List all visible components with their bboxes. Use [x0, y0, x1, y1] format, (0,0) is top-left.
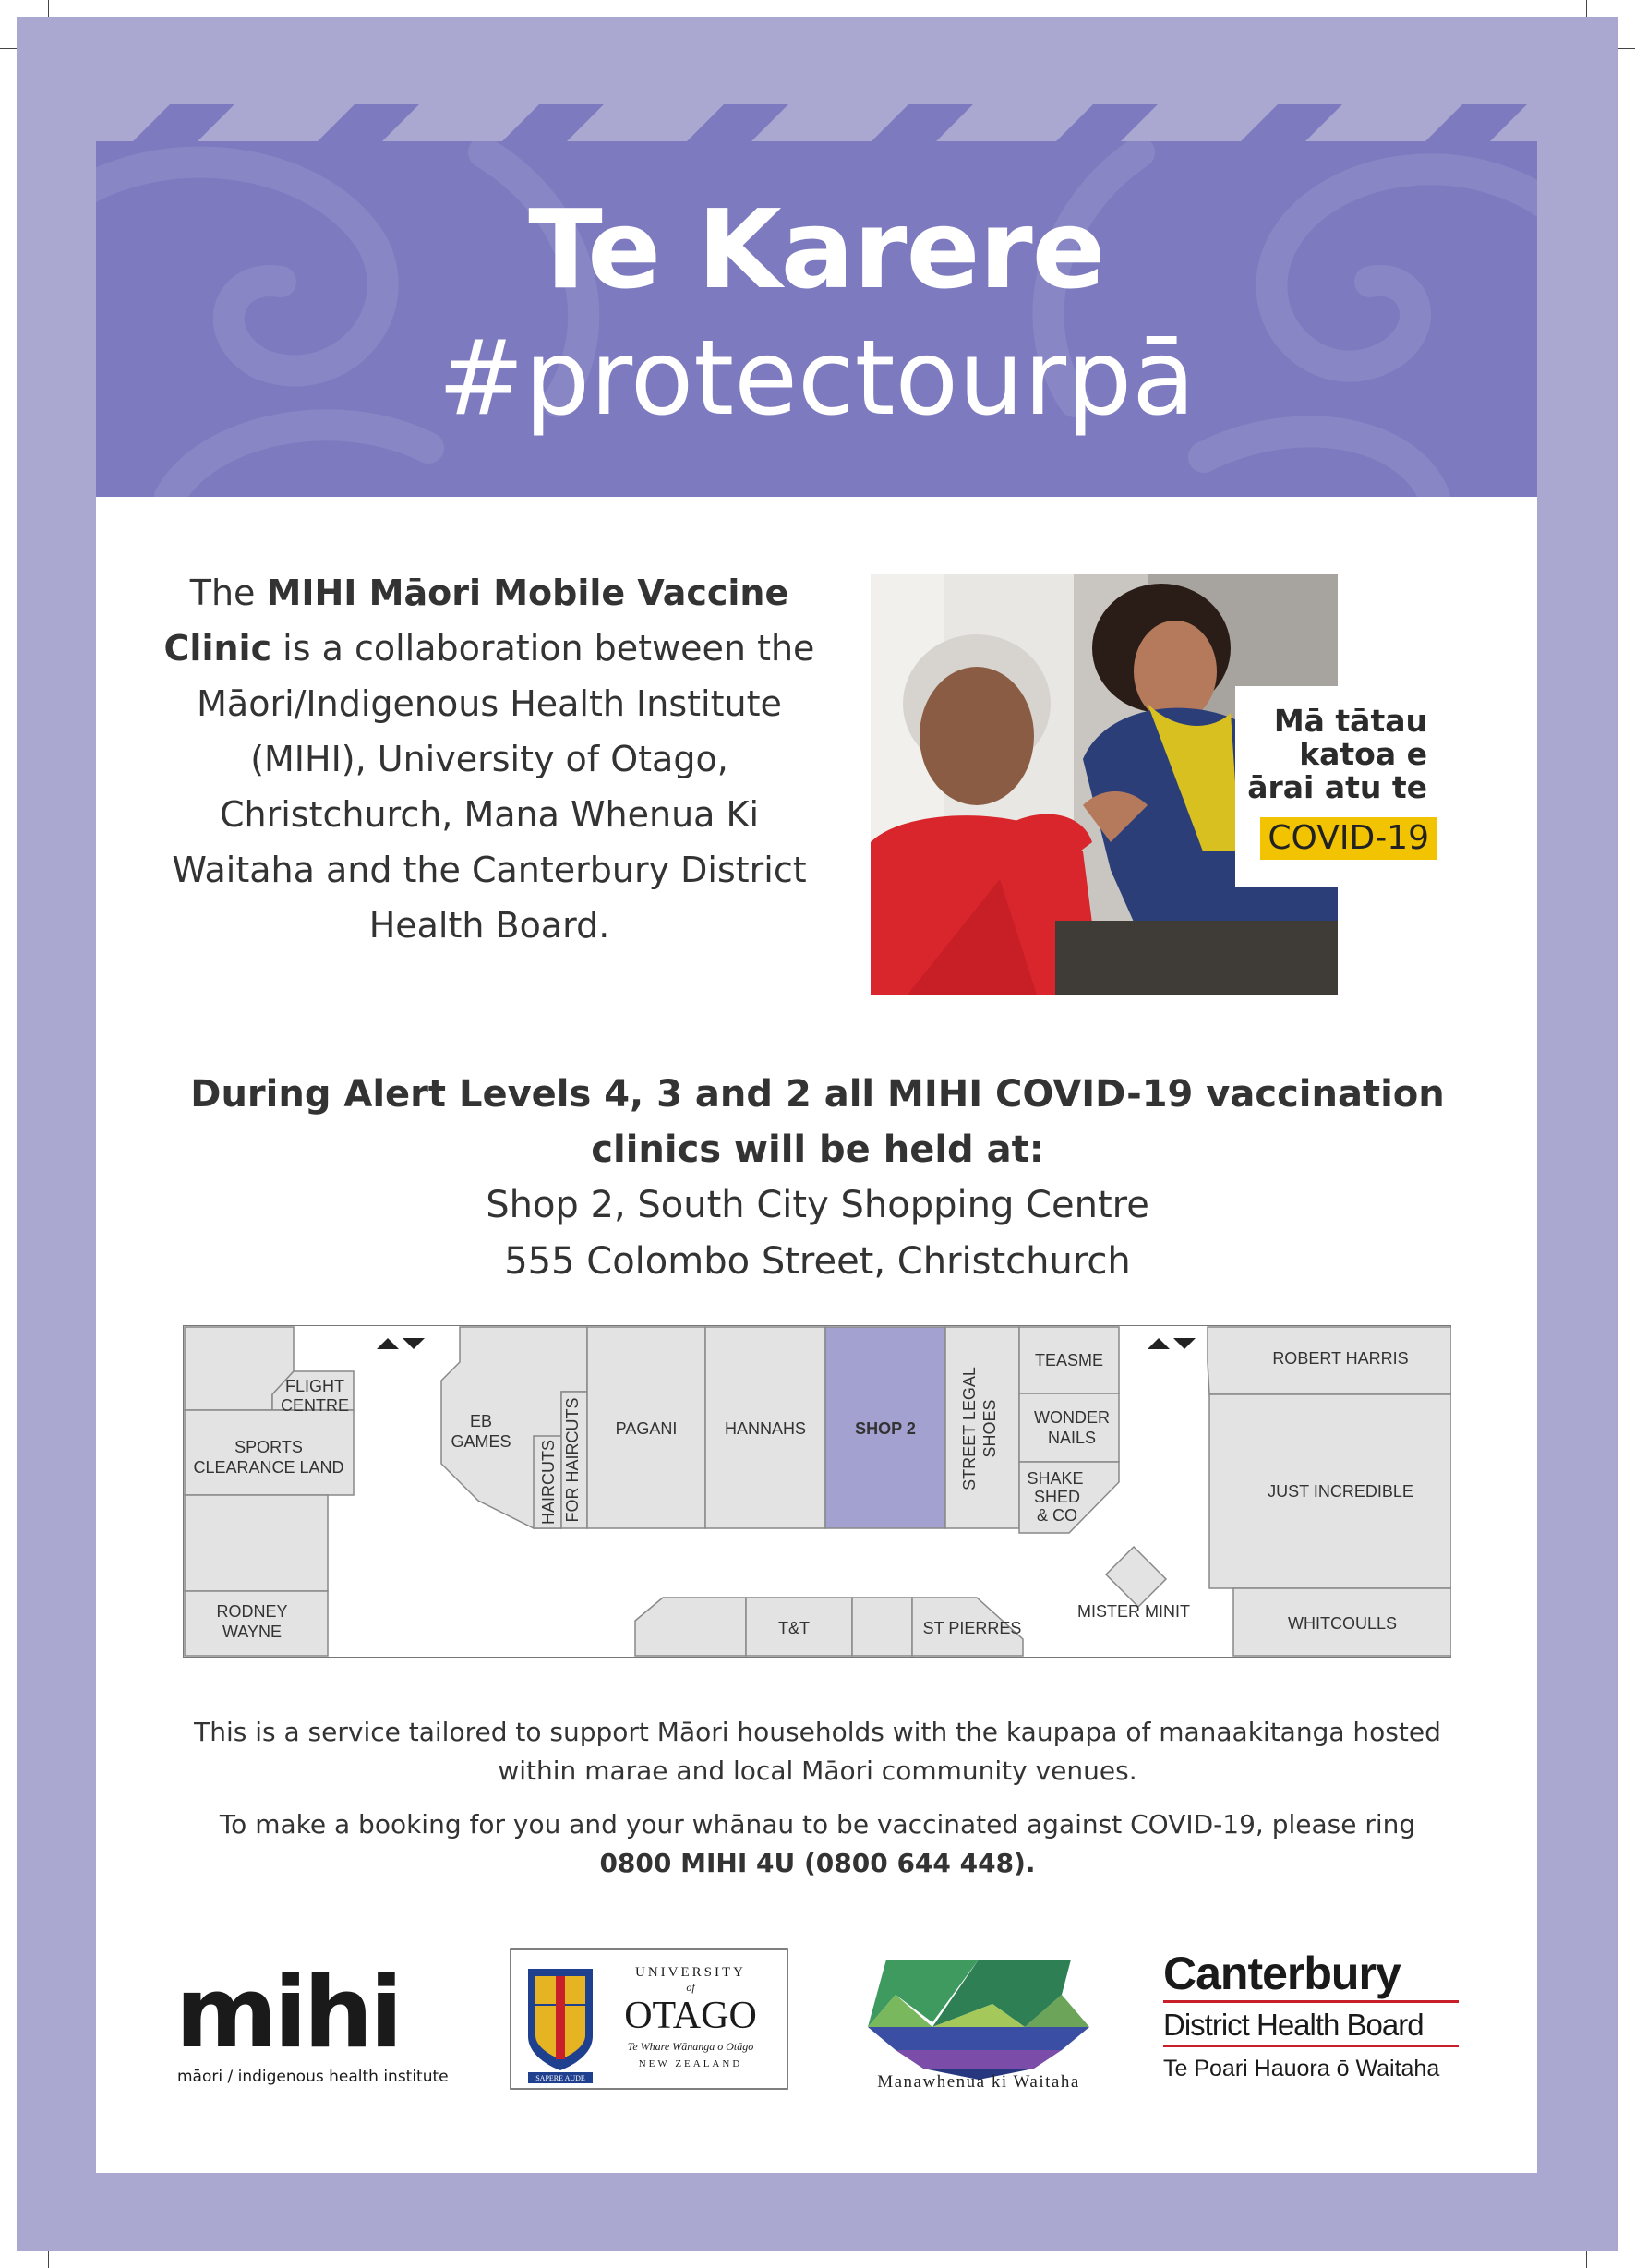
- map-label: ST PIERRES: [922, 1619, 1022, 1637]
- map-label: STREET LEGAL: [960, 1367, 979, 1490]
- mihi-logo: [175, 1967, 471, 2087]
- map-label: & CO: [1036, 1506, 1078, 1525]
- cdhb-subtitle: District Health Board: [1163, 2008, 1424, 2042]
- booking-text: To make a booking for you and your whānau to be vaccinated against COVID-19, please ring: [219, 1809, 1416, 1840]
- poster-hashtag: #protectourpā: [438, 319, 1196, 439]
- booking-phone: 0800 MIHI 4U (0800 644 448).: [599, 1848, 1036, 1878]
- crop-mark: [48, 2250, 49, 2268]
- map-shop-bottom-left: [635, 1598, 746, 1656]
- cdhb-name: Canterbury: [1163, 1948, 1401, 1999]
- shopping-centre-map: [183, 1325, 1451, 1658]
- otago-motto: SAPERE AUDE: [535, 2074, 585, 2082]
- map-label: PAGANI: [615, 1419, 678, 1438]
- zigzag-border: [96, 97, 1537, 141]
- intro-bold: MIHI Māori Mobile Vaccine Clinic: [163, 573, 789, 669]
- caption-highlight: COVID-19: [1260, 817, 1437, 860]
- caption-line-2: katoa e: [1299, 736, 1427, 772]
- title-banner: [96, 97, 1537, 497]
- map-label: T&T: [778, 1619, 810, 1637]
- crop-mark: [48, 0, 49, 18]
- caption-line-3: ārai atu te: [1247, 769, 1427, 805]
- map-label: WHITCOULLS: [1287, 1614, 1398, 1633]
- crop-mark: [0, 48, 18, 49]
- map-label: WONDER: [1034, 1408, 1110, 1427]
- map-wonder-nails: [1019, 1393, 1119, 1462]
- map-label: WAYNE: [222, 1623, 283, 1641]
- map-label: SPORTS: [234, 1438, 303, 1456]
- waitaha-name: Manawhenua ki Waitaha: [877, 2072, 1080, 2092]
- address-line-1: Shop 2, South City Shopping Centre: [486, 1184, 1149, 1226]
- service-paragraph: This is a service tailored to support Māori households with the kaupapa of manaakitanga hosted within marae and local Māori community venues.: [194, 1717, 1441, 1786]
- booking-paragraph: [157, 1805, 1478, 1883]
- map-label: TEASME: [1034, 1351, 1104, 1369]
- map-label: HAIRCUTS: [539, 1439, 558, 1526]
- mihi-subtitle: māori / indigenous health institute: [177, 2068, 449, 2086]
- otago-of: of: [686, 1981, 695, 1994]
- clinic-heading: During Alert Levels 4, 3 and 2 all MIHI COVID-19 vaccination clinics will be held at:: [190, 1073, 1445, 1171]
- otago-maori-name: Te Whare Wānanga o Otāgo: [627, 2040, 754, 2053]
- crop-mark: [1617, 48, 1635, 49]
- otago-country: NEW ZEALAND: [638, 2058, 743, 2069]
- otago-logo: [510, 1948, 788, 2090]
- map-label: SHOES: [980, 1399, 999, 1458]
- map-label: CLEARANCE LAND: [193, 1458, 344, 1477]
- map-label: JUST INCREDIBLE: [1268, 1482, 1413, 1501]
- otago-name: OTAGO: [624, 1995, 757, 2037]
- map-label: ROBERT HARRIS: [1272, 1349, 1409, 1368]
- address-line-2: 555 Colombo Street, Christchurch: [504, 1240, 1131, 1283]
- caption-line-1: Mā tātau: [1273, 703, 1427, 739]
- map-label: MISTER MINIT: [1077, 1602, 1190, 1621]
- map-label: FLIGHT: [284, 1377, 345, 1395]
- map-shop-left-bottom: [185, 1495, 328, 1591]
- map-label: HANNAHS: [724, 1419, 807, 1438]
- intro-paragraph: [157, 565, 822, 953]
- map-label: EB: [469, 1412, 493, 1430]
- mihi-wordmark: mihi: [175, 1967, 400, 2069]
- map-label: RODNEY: [216, 1602, 288, 1621]
- map-label: SHAKE: [1027, 1469, 1084, 1488]
- crop-mark: [1586, 0, 1587, 18]
- otago-university: UNIVERSITY: [635, 1965, 746, 1980]
- map-label: NAILS: [1047, 1429, 1097, 1447]
- map-label: SHOP 2: [855, 1419, 916, 1438]
- map-label: FOR HAIRCUTS: [563, 1397, 582, 1523]
- poster-title: Te Karere: [528, 186, 1105, 313]
- intro-rest: is a collaboration between the Māori/Indigenous Health Institute (MIHI), University of Otago, Christchurch, Mana Whenua Ki Waitaha and the Canterbury District Health Board.: [172, 628, 815, 946]
- photo-caption-box: [1235, 686, 1449, 887]
- waitaha-logo: [831, 1939, 1126, 2092]
- cdhb-maori-name: Te Poari Hauora ō Waitaha: [1163, 2056, 1440, 2081]
- clinic-address: [157, 1177, 1478, 1290]
- map-label: CENTRE: [280, 1396, 350, 1415]
- crop-mark: [1586, 2250, 1587, 2268]
- map-shop-bottom-mid: [852, 1598, 912, 1656]
- intro-pre: The: [189, 573, 267, 613]
- map-label: GAMES: [451, 1432, 511, 1451]
- cdhb-logo: [1159, 1947, 1463, 2090]
- map-label: SHED: [1033, 1488, 1081, 1506]
